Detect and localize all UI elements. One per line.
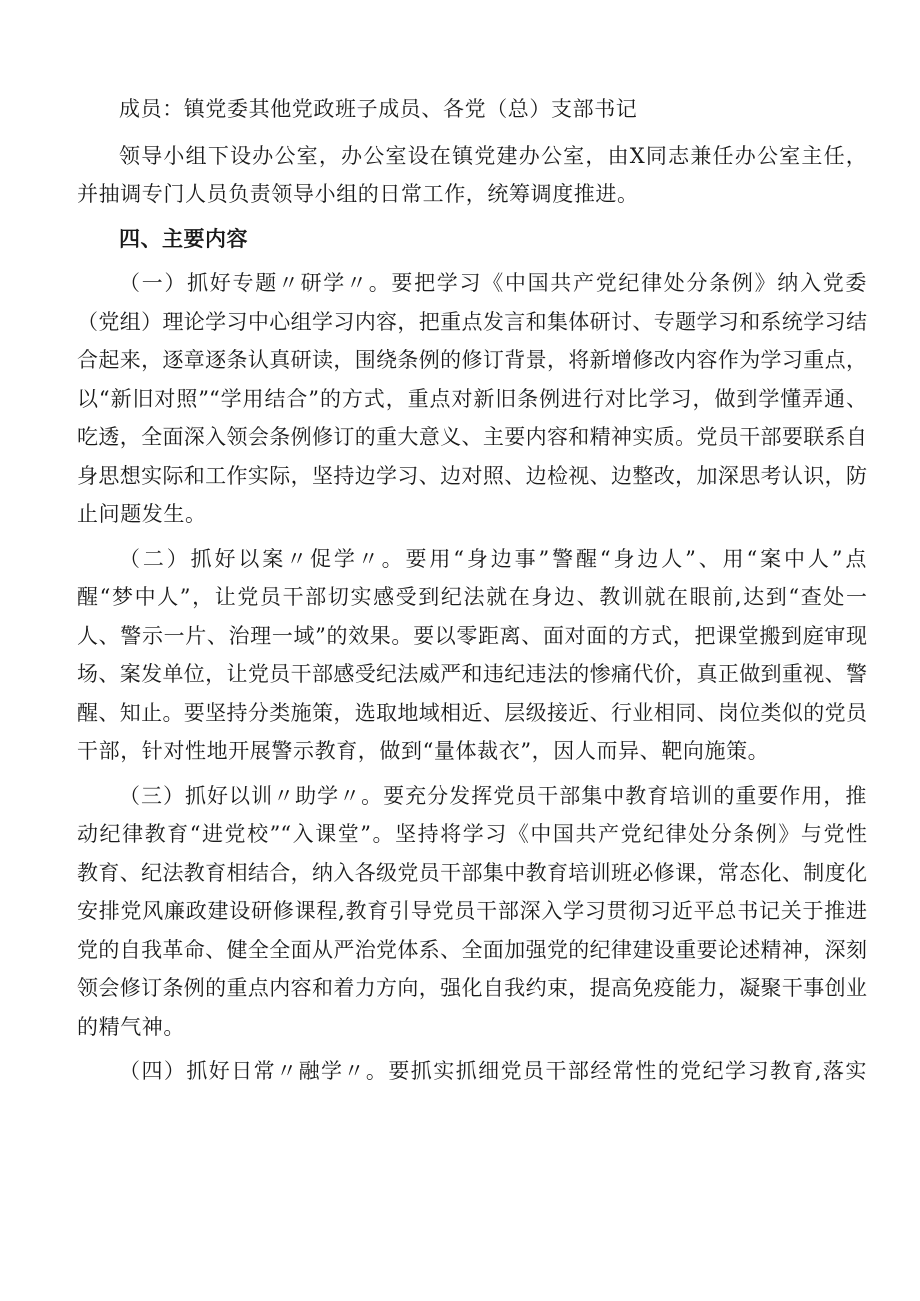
paragraph-line: 领导小组下设办公室，办公室设在镇党建办公室，由X同志兼任办公室主任， [119,143,867,168]
paragraph-line: 止问题发生。 [77,502,207,526]
paragraph-line: 并抽调专门人员负责领导小组的日常工作，统筹调度推进。 [77,182,639,206]
paragraph-line: 人、警示一片、治理一域”的效果。要以零距离、面对面的方式，把课堂搬到庭审现 [77,623,867,648]
paragraph-line: 醒“梦中人”，让党员干部切实感受到纪法就在身边、教训就在眼前,达到“查处一 [77,585,867,609]
paragraph-line: 身思想实际和工作实际，坚持边学习、边对照、边检视、边整改，加深思考认识，防 [77,463,867,488]
paragraph-line: 成员：镇党委其他党政班子成员、各党（总）支部书记 [119,97,638,121]
paragraph-line: 安排党风廉政建设研修课程,教育引导党员干部深入学习贯彻习近平总书记关于推进 [77,899,867,923]
item-2-paragraph [77,540,867,771]
paragraph-line: 动纪律教育“进党校”“入课堂”。坚持将学习《中国共产党纪律处分条例》与党性 [77,822,867,846]
paragraph-line: 以“新旧对照”“学用结合”的方式，重点对新旧条例进行对比学习，做到学懂弄通、 [77,386,867,411]
paragraph-line: （一）抓好专题〃研学〃。要把学习《中国共产党纪律处分条例》纳入党委 [119,271,867,295]
document-body [77,90,867,1091]
item-1-paragraph [77,264,867,534]
paragraph-line: （四）抓好日常〃融学〃。要抓实抓细党员干部经常性的党纪学习教育,落实 [119,1059,867,1083]
paragraph-line: （三）抓好以训〃助学〃。要充分发挥党员干部集中教育培训的重要作用，推 [119,783,867,808]
paragraph-line: 教育、纪法教育相结合，纳入各级党员干部集中教育培训班必修课，常态化、制度化 [77,860,867,885]
section-heading: 四、主要内容 [119,226,248,251]
paragraph-line: 醒、知止。要坚持分类施策，选取地域相近、层级接近、行业相同、岗位类似的党员 [77,700,867,725]
item-3-paragraph [77,777,867,1047]
paragraph-line: 干部，针对性地开展警示教育，做到“量体裁衣”，因人而异、靶向施策。 [77,739,770,763]
paragraph-line: （二）抓好以案〃促学〃。要用“身边事”警醒“身边人”、用“案中人”点 [119,546,867,571]
paragraph-line: 吃透，全面深入领会条例修订的重大意义、主要内容和精神实质。党员干部要联系自 [77,425,867,449]
office-paragraph [77,137,867,214]
paragraph-line: 合起来，逐章逐条认真研读，围绕条例的修订背景，将新增修改内容作为学习重点， [77,348,867,372]
members-paragraph [77,90,867,129]
paragraph-line: （党组）理论学习中心组学习内容，把重点发言和集体研讨、专题学习和系统学习结 [77,309,867,334]
item-4-paragraph [77,1052,867,1091]
paragraph-line: 党的自我革命、健全全面从严治党体系、全面加强党的纪律建设重要论述精神，深刻 [77,937,867,962]
paragraph-line: 场、案发单位，让党员干部感受纪法威严和违纪违法的惨痛代价，真正做到重视、警 [77,662,867,686]
paragraph-line: 领会修订条例的重点内容和着力方向，强化自我约束，提高免疫能力，凝聚干事创业 [77,976,867,1000]
paragraph-line: 的精气神。 [77,1014,185,1039]
